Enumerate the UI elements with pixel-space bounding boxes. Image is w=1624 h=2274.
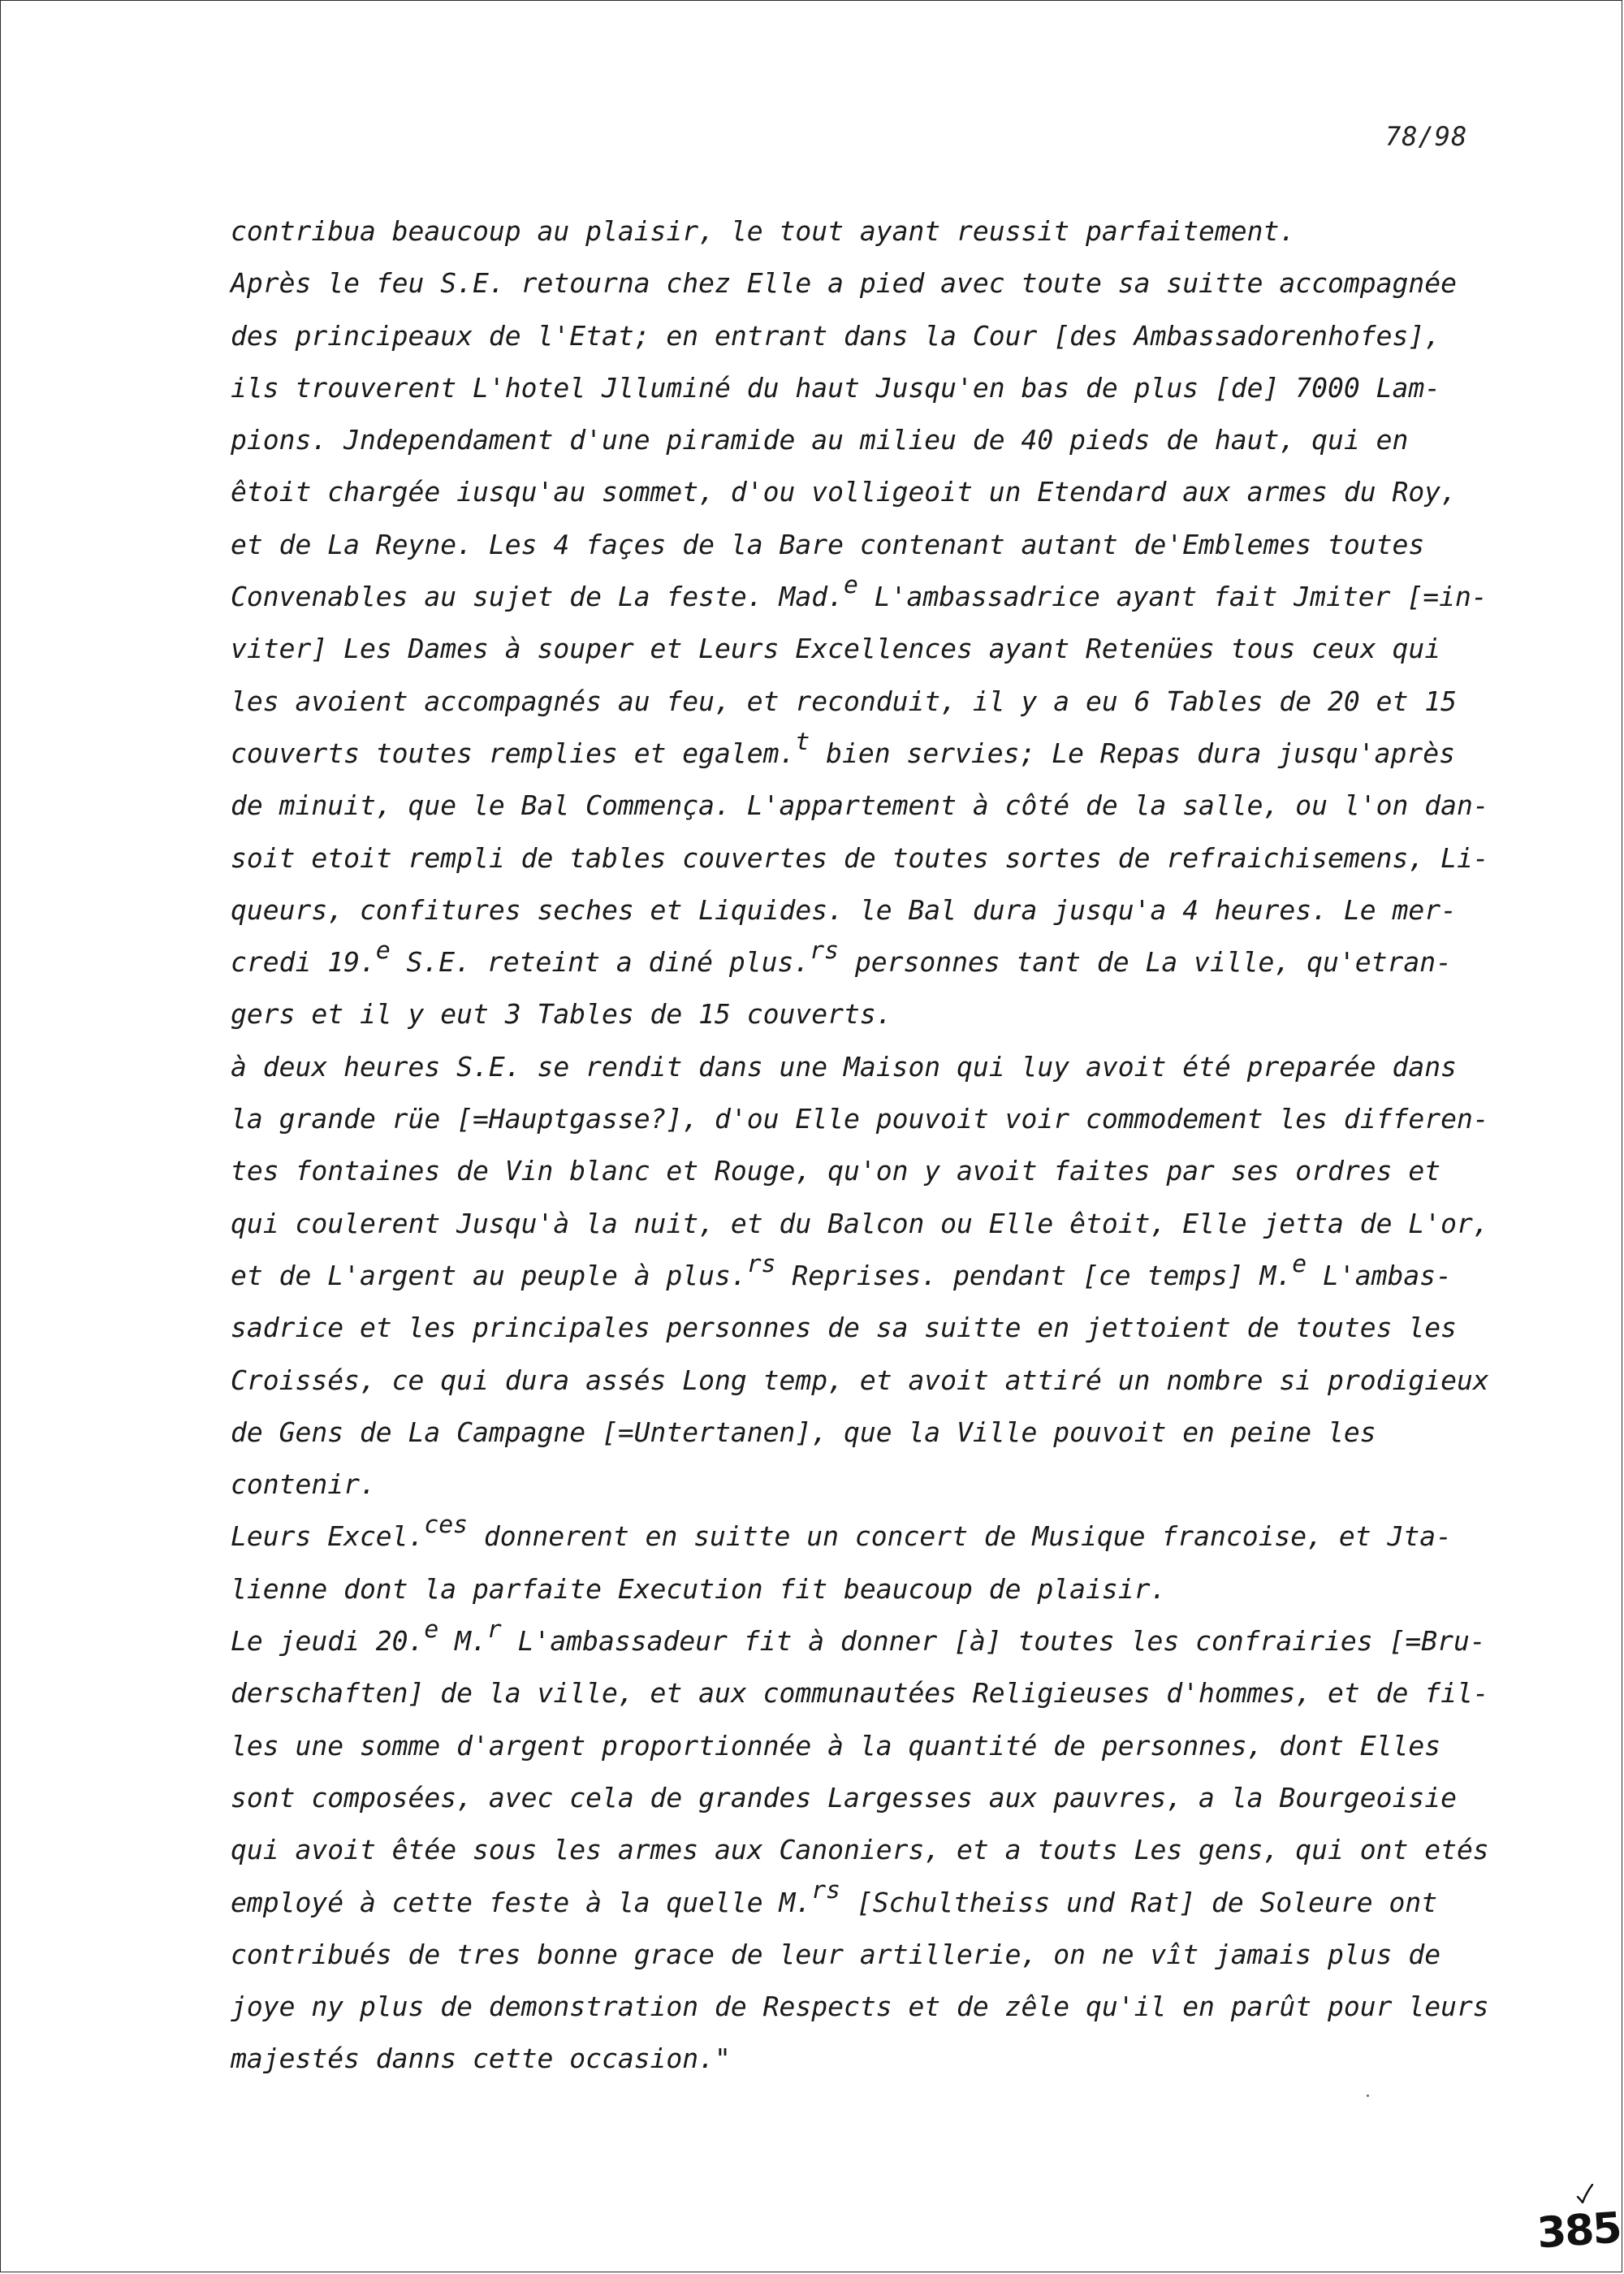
text-line: [231, 414, 1514, 466]
text-segment: contribués de tres bonne grace de leur artillerie, on ne vît jamais plus de: [231, 1938, 1441, 1970]
text-segment: credi 19.: [231, 946, 376, 979]
text-segment: les avoient accompagnés au feu, et reconduit, il y a eu 6 Tables de 20 et 15: [231, 685, 1457, 717]
text-line: [231, 1302, 1514, 1354]
text-segment: qui coulerent Jusqu'à la nuit, et du Balcon ou Elle êtoit, Elle jetta de L'or,: [231, 1207, 1489, 1239]
text-segment: gers et il y eut 3 Tables de 15 couverts.: [231, 998, 892, 1031]
superscript-abbreviation: rs: [746, 1249, 776, 1278]
text-segment: pions. Jndependament d'une piramide au milieu de 40 pieds de haut, qui en: [231, 424, 1409, 456]
text-segment: Après le feu S.E. retourna chez Elle a pied avec toute sa suitte accompagnée: [231, 267, 1457, 300]
speck-mark: [1367, 2095, 1369, 2097]
text-line: [231, 936, 1514, 988]
text-line: [231, 205, 1514, 257]
transcription-body: [231, 205, 1514, 2086]
text-segment: à deux heures S.E. se rendit dans une Maison qui luy avoit été preparée dans: [231, 1050, 1457, 1083]
text-segment: êtoit chargée iusqu'au sommet, d'ou volligeoit un Etendard aux armes du Roy,: [231, 476, 1457, 508]
text-line: [231, 1615, 1514, 1667]
text-line: [231, 1772, 1514, 1824]
folio-number: 385: [1535, 2203, 1622, 2259]
text-segment: M.: [438, 1625, 487, 1658]
check-mark-icon: [1576, 2184, 1594, 2203]
superscript-abbreviation: r: [486, 1615, 502, 1644]
text-segment: queurs, confitures seches et Liquides. le Bal dura jusqu'a 4 heures. Le mer-: [231, 893, 1457, 926]
text-segment: ils trouverent L'hotel Jlluminé du haut Jusqu'en bas de plus [de] 7000 Lam-: [231, 371, 1441, 404]
text-segment: contenir.: [231, 1468, 376, 1501]
text-line: [231, 1041, 1514, 1093]
superscript-abbreviation: e: [843, 570, 858, 599]
text-segment: de Gens de La Campagne [=Untertanen], que la Ville pouvoit en peine les: [231, 1416, 1376, 1448]
superscript-abbreviation: ces: [424, 1511, 469, 1540]
text-line: [231, 884, 1514, 936]
text-segment: Convenables au sujet de La feste. Mad.: [231, 581, 844, 613]
text-line: [231, 519, 1514, 571]
text-segment: sont composées, avec cela de grandes Largesses aux pauvres, a la Bourgeoisie: [231, 1781, 1457, 1814]
text-line: [231, 466, 1514, 518]
superscript-abbreviation: rs: [811, 1876, 840, 1905]
text-line: [231, 1563, 1514, 1615]
text-line: [231, 728, 1514, 780]
text-segment: lienne dont la parfaite Execution fit beaucoup de plaisir.: [231, 1572, 1167, 1605]
text-line: [231, 310, 1514, 362]
text-line: [231, 1877, 1514, 1929]
text-segment: les une somme d'argent proportionnée à la quantité de personnes, dont Elles: [231, 1729, 1441, 1762]
text-segment: et de La Reyne. Les 4 façes de la Bare contenant autant de'Emblemes toutes: [231, 528, 1425, 560]
text-line: [231, 1824, 1514, 1876]
text-segment: de minuit, que le Bal Commença. L'appartement à côté de la salle, ou l'on dan-: [231, 789, 1489, 822]
text-segment: couverts toutes remplies et egalem.: [231, 737, 796, 769]
text-segment: soit etoit rempli de tables couvertes de toutes sortes de refraichisemens, Li-: [231, 841, 1489, 874]
text-line: [231, 988, 1514, 1040]
text-segment: Reprises. pendant [ce temps] M.: [775, 1259, 1293, 1291]
text-line: [231, 257, 1514, 309]
text-segment: et de L'argent au peuple à plus.: [231, 1259, 747, 1291]
text-line: [231, 676, 1514, 728]
text-segment: viter] Les Dames à souper et Leurs Excellences ayant Retenües tous ceux qui: [231, 633, 1441, 665]
text-segment: Croissés, ce qui dura assés Long temp, et avoit attiré un nombre si prodigieux: [231, 1364, 1489, 1396]
superscript-abbreviation: e: [424, 1615, 439, 1644]
text-line: [231, 1981, 1514, 2033]
text-line: [231, 362, 1514, 414]
text-segment: bien servies; Le Repas dura jusqu'après: [810, 737, 1455, 769]
text-line: [231, 2033, 1514, 2085]
text-segment: qui avoit êtée sous les armes aux Canoniers, et a touts Les gens, qui ont etés: [231, 1834, 1489, 1866]
text-line: [231, 1511, 1514, 1563]
text-line: [231, 1407, 1514, 1459]
text-line: [231, 1093, 1514, 1145]
superscript-abbreviation: e: [375, 936, 391, 965]
text-segment: L'ambassadrice ayant fait Jmiter [=in-: [857, 581, 1488, 613]
superscript-abbreviation: e: [1292, 1249, 1307, 1278]
text-line: [231, 623, 1514, 675]
text-segment: des principeaux de l'Etat; en entrant dans la Cour [des Ambassadorenhofes],: [231, 319, 1441, 352]
text-segment: donnerent en suitte un concert de Musique francoise, et Jta-: [468, 1520, 1452, 1553]
text-segment: employé à cette feste à la quelle M.: [231, 1886, 812, 1918]
text-segment: la grande rüe [=Hauptgasse?], d'ou Elle pouvoit voir commodement les differen-: [231, 1103, 1489, 1135]
superscript-abbreviation: rs: [810, 936, 839, 965]
text-line: [231, 1198, 1514, 1250]
text-segment: majestés danns cette occasion.": [231, 2043, 731, 2075]
text-line: [231, 832, 1514, 884]
text-segment: Le jeudi 20.: [231, 1625, 425, 1658]
text-segment: L'ambas-: [1307, 1259, 1452, 1291]
text-segment: S.E. reteint a diné plus.: [390, 946, 810, 979]
text-segment: [Schultheiss und Rat] de Soleure ont: [840, 1886, 1438, 1918]
text-line: [231, 1667, 1514, 1719]
text-line: [231, 1145, 1514, 1197]
text-segment: joye ny plus de demonstration de Respects et de zêle qu'il en parût pour leurs: [231, 1991, 1489, 2023]
text-line: [231, 571, 1514, 623]
superscript-abbreviation: t: [795, 727, 810, 756]
text-line: [231, 1720, 1514, 1772]
text-segment: personnes tant de La ville, qu'etran-: [839, 946, 1452, 979]
text-line: [231, 1459, 1514, 1511]
page-number: 78/98: [1385, 121, 1468, 152]
text-segment: derschaften] de la ville, et aux communautées Religieuses d'hommes, et de fil-: [231, 1677, 1489, 1710]
text-segment: tes fontaines de Vin blanc et Rouge, qu'on y avoit faites par ses ordres et: [231, 1155, 1441, 1187]
text-segment: sadrice et les principales personnes de sa suitte en jettoient de toutes les: [231, 1312, 1457, 1344]
text-line: [231, 1929, 1514, 1981]
text-segment: contribua beaucoup au plaisir, le tout ayant reussit parfaitement.: [231, 215, 1296, 247]
text-line: [231, 780, 1514, 832]
text-line: [231, 1250, 1514, 1302]
text-segment: Leurs Excel.: [231, 1520, 425, 1553]
text-line: [231, 1355, 1514, 1407]
text-segment: L'ambassadeur fit à donner [à] toutes les confrairies [=Bru-: [501, 1625, 1486, 1658]
